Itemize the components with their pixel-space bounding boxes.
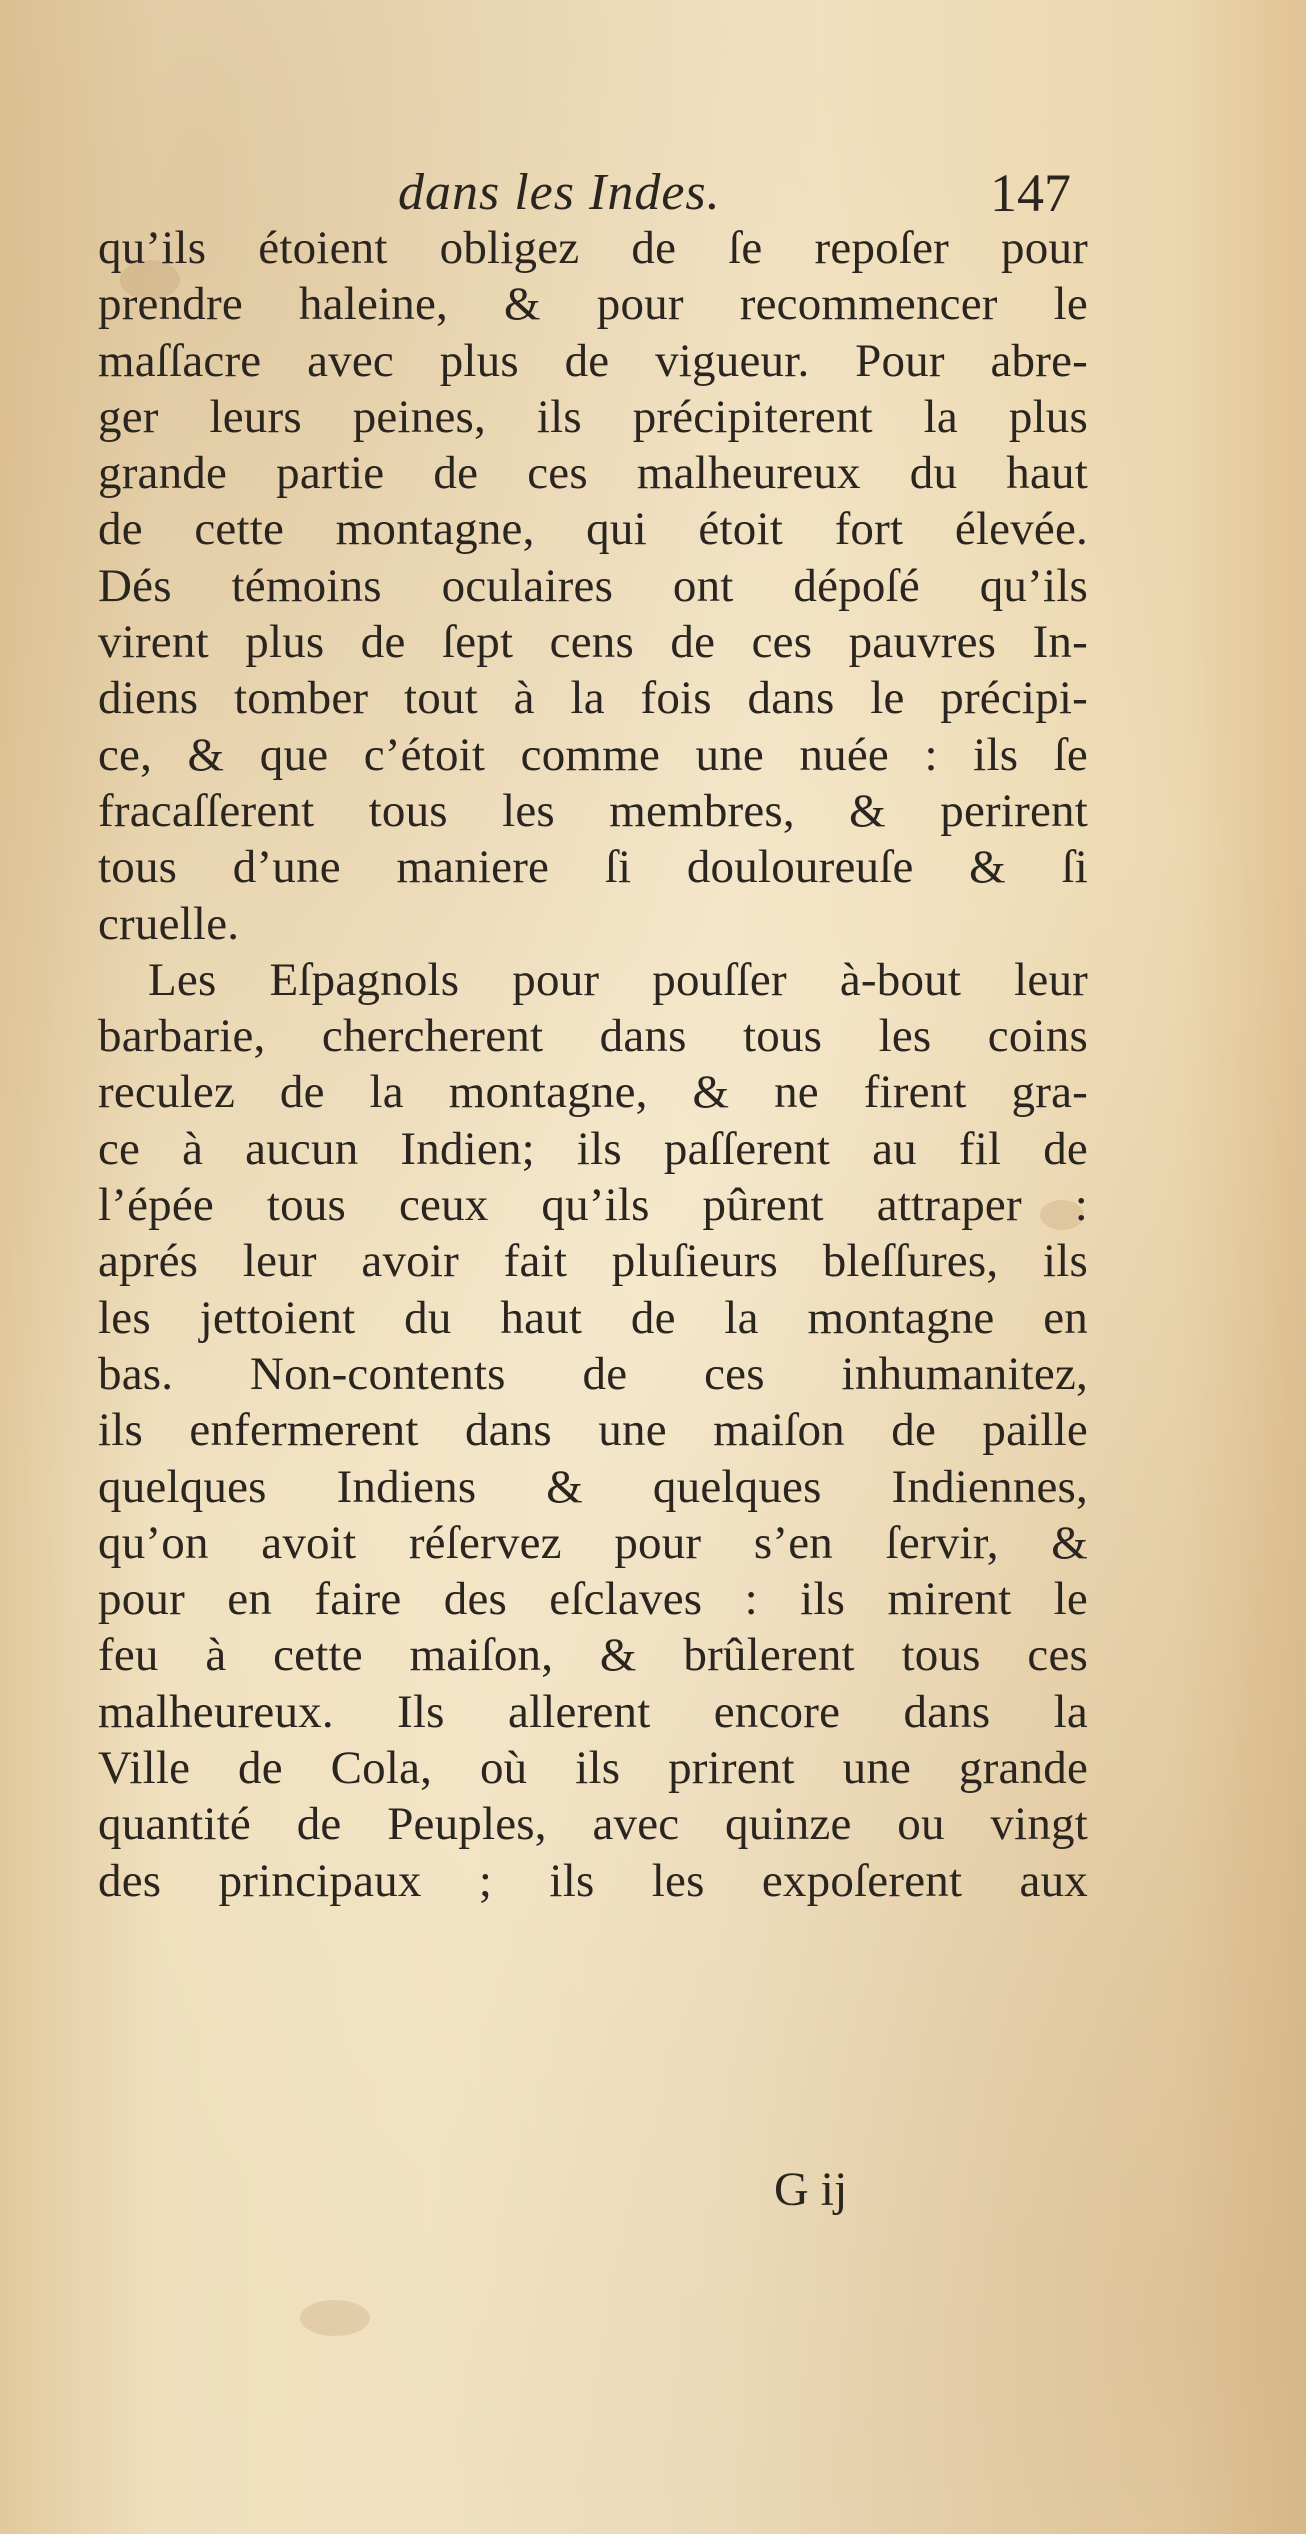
page-header (0, 158, 1306, 228)
text-line: tous d’une maniere ſi douloureuſe & ſi (98, 841, 1088, 894)
text-line: fracaſſerent tous les membres, & perirent (98, 784, 1088, 837)
foxing-stain (300, 2300, 370, 2336)
signature-mark: G ij (774, 2163, 848, 2216)
text-line: maſſacre avec plus de vigueur. Pour abre- (98, 334, 1088, 387)
text-line: l’épée tous ceux qu’ils pûrent attraper : (98, 1179, 1088, 1232)
page-number: 147 (990, 163, 1071, 223)
text-line: virent plus de ſept cens de ces pauvres In- (98, 616, 1088, 669)
body-text (98, 220, 1088, 1909)
text-line: quelques Indiens & quelques Indiennes, (98, 1460, 1088, 1513)
text-line: ce à aucun Indien; ils paſſerent au fil de (98, 1122, 1088, 1175)
text-line: de cette montagne, qui étoit fort élevée. (98, 503, 1088, 556)
text-line: quantité de Peuples, avec quinze ou vingt (98, 1798, 1088, 1851)
text-line: barbarie, chercherent dans tous les coins (98, 1010, 1088, 1063)
text-line: les jettoient du haut de la montagne en (98, 1291, 1088, 1344)
text-line: Ville de Cola, où ils prirent une grande (98, 1742, 1088, 1795)
text-line: feu à cette maiſon, & brûlerent tous ces (98, 1629, 1088, 1682)
text-line: grande partie de ces malheureux du haut (98, 447, 1088, 500)
paragraph-start-line: Les Eſpagnols pour pouſſer à-bout leur (148, 953, 1088, 1006)
text-line: diens tomber tout à la fois dans le précipi- (98, 672, 1088, 725)
text-line: ger leurs peines, ils précipiterent la plus (98, 390, 1088, 443)
text-line: aprés leur avoir fait pluſieurs bleſſures, ils (98, 1235, 1088, 1288)
text-line: prendre haleine, & pour recommencer le (98, 278, 1088, 331)
text-line: qu’on avoit réſervez pour s’en ſervir, & (98, 1516, 1088, 1569)
text-line: reculez de la montagne, & ne firent gra- (98, 1066, 1088, 1119)
text-line: Dés témoins oculaires ont dépoſé qu’ils (98, 559, 1088, 612)
text-line: bas. Non-contents de ces inhumanitez, (98, 1347, 1088, 1400)
text-line: qu’ils étoient obligez de ſe repoſer pour (98, 222, 1088, 274)
text-line: ce, & que c’étoit comme une nuée : ils ſe (98, 728, 1088, 781)
running-title: dans les Indes. (398, 164, 721, 221)
text-line: pour en faire des eſclaves : ils mirent le (98, 1573, 1088, 1626)
paragraph-end-line: cruelle. (98, 897, 240, 950)
text-line: des principaux ; ils les expoſerent aux (98, 1854, 1088, 1907)
text-line: ils enfermerent dans une maiſon de paille (98, 1404, 1088, 1457)
text-line: malheureux. Ils allerent encore dans la (98, 1685, 1088, 1738)
